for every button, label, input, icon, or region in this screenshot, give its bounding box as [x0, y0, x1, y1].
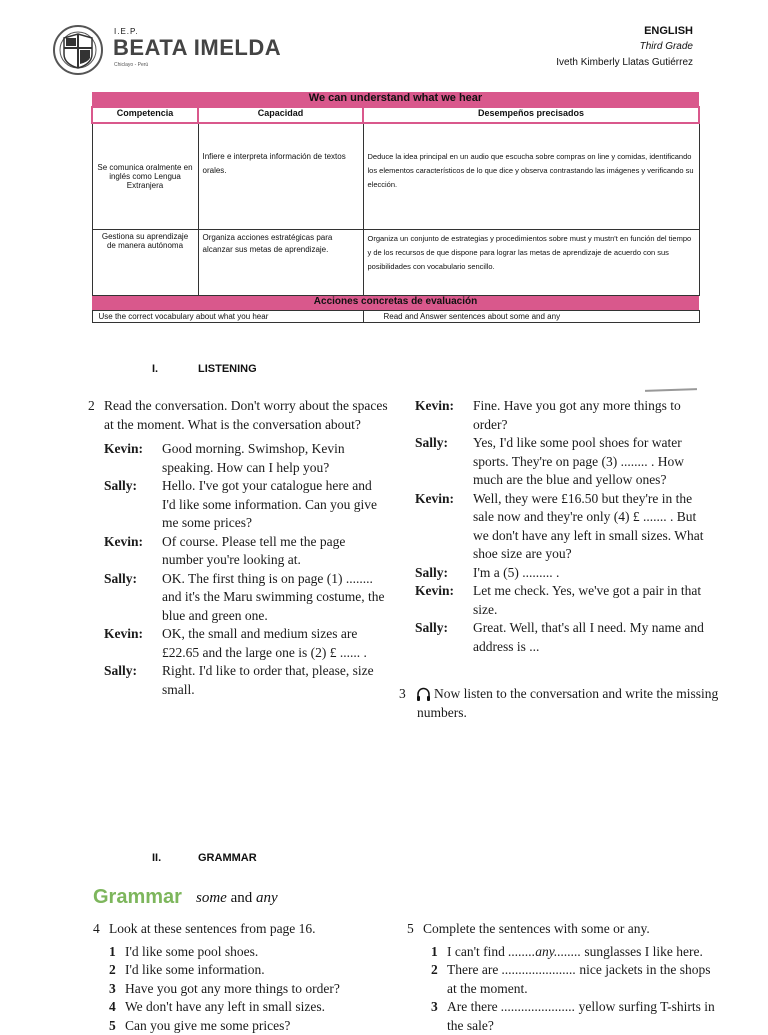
capacidad-cell: Organiza acciones estratégicas para alcanzar sus metas de aprendizaje. [198, 229, 363, 295]
exercise-number: 4 [93, 920, 100, 939]
answer-blank[interactable]: ...................... [502, 962, 576, 977]
action-item: Read and Answer sentences about some and any [363, 310, 699, 322]
section-title-grammar: GRAMMAR [198, 852, 257, 864]
teacher-name: Iveth Kimberly Llatas Gutiérrez [556, 57, 693, 68]
action-item: Use the correct vocabulary about what you hear [92, 310, 363, 322]
school-location: Chiclayo - Perú [114, 62, 148, 68]
exercise-instruction: Now listen to the conversation and write the missing numbers. [417, 686, 718, 720]
list-item: 4 We don't have any left in small sizes. [109, 998, 383, 1017]
dialogue-line: Kevin: Let me check. Yes, we've got a pair in that size. [415, 582, 715, 619]
scan-mark [645, 388, 697, 392]
section-numeral: I. [152, 363, 158, 375]
exercise-instruction: Complete the sentences with some or any. [423, 921, 650, 936]
subject-title: ENGLISH [644, 25, 693, 37]
exercise-number: 2 [88, 397, 95, 416]
dialogue-line: Kevin: Good morning. Swimshop, Kevin speaking. How can I help you? [104, 440, 388, 477]
grade-label: Third Grade [640, 41, 693, 52]
list-item: 3 Have you got any more things to order? [109, 980, 383, 999]
competencia-cell: Se comunica oralmente en inglés como Lengua Extranjera [92, 123, 198, 229]
exercise-4 [93, 920, 383, 1035]
answer-blank[interactable]: ........any........ [508, 944, 581, 959]
table-row [92, 229, 699, 295]
header-capacidad: Capacidad [198, 107, 363, 123]
dialogue-line: Sally: Great. Well, that's all I need. My name and address is ... [415, 619, 715, 656]
headphones-icon [416, 687, 431, 702]
exercise-3 [399, 685, 719, 722]
desempeno-cell: Deduce la idea principal en un audio que escucha sobre compras on line y comidas, identificando los elementos característicos de lo que dice y observa contrastando las imágenes y verificando su elección. [363, 123, 699, 229]
table-title: We can understand what we hear [92, 92, 699, 107]
actions-title: Acciones concretas de evaluación [92, 295, 699, 310]
competency-table [91, 92, 700, 323]
list-item: 1 I'd like some pool shoes. [109, 943, 383, 962]
competencia-cell: Gestiona su aprendizaje de manera autónoma [92, 229, 198, 295]
list-item: 5 Can you give me some prices? [109, 1017, 383, 1035]
exercise-instruction: Read the conversation. Don't worry about the spaces at the moment. What is the conversation about? [104, 398, 388, 432]
list-item: 2 I'd like some information. [109, 961, 383, 980]
list-item: 1 I can't find ........any........ sunglasses I like here. [431, 943, 717, 962]
dialogue-line: Kevin: OK, the small and medium sizes are £22.65 and the large one is (2) £ ...... . [104, 625, 388, 662]
school-prefix: I.E.P. [114, 27, 139, 36]
table-row [92, 123, 699, 229]
grammar-subtitle: some and any [196, 890, 278, 907]
dialogue-line: Kevin: Fine. Have you got any more things to order? [415, 397, 715, 434]
answer-blank[interactable]: ...................... [501, 999, 575, 1014]
dialogue-line: Sally: OK. The first thing is on page (1) ........ and it's the Maru swimming costume, the blue and green one. [104, 570, 388, 626]
capacidad-cell: Infiere e interpreta información de textos orales. [198, 123, 363, 229]
school-name: BEATA IMELDA [113, 35, 281, 61]
list-item: 2 There are ...................... nice jackets in the shops at the moment. [431, 961, 717, 998]
grammar-heading: Grammar [93, 886, 182, 909]
exercise-number: 3 [399, 685, 406, 704]
school-crest-logo [52, 24, 104, 76]
dialogue-line: Sally: Yes, I'd like some pool shoes for water sports. They're on page (3) ........ . How much are the blue and yellow ones? [415, 434, 715, 490]
exercise-2 [88, 397, 388, 699]
exercise-instruction: Look at these sentences from page 16. [109, 921, 316, 936]
dialogue-line: Kevin: Well, they were £16.50 but they're in the sale now and they're only (4) £ ....... . But we don't have any left in small sizes. What shoe size are you? [415, 490, 715, 564]
dialogue-line: Kevin: Of course. Please tell me the page number you're looking at. [104, 533, 388, 570]
dialogue-line: Sally: Right. I'd like to order that, please, size small. [104, 662, 388, 699]
header-competencia: Competencia [92, 107, 198, 123]
section-title-listening: LISTENING [198, 363, 257, 375]
exercise-number: 5 [407, 920, 414, 939]
header-desempenos: Desempeños precisados [363, 107, 699, 123]
dialogue-line: Sally: I'm a (5) ......... . [415, 564, 715, 583]
list-item: 3 Are there ...................... yellow surfing T-shirts in the sale? [431, 998, 717, 1035]
dialogue-continued [415, 397, 715, 656]
section-numeral: II. [152, 852, 161, 864]
desempeno-cell: Organiza un conjunto de estrategias y procedimientos sobre must y mustn't en función del tiempo y de los recursos de que dispone para lograr las metas de aprendizaje de acuerdo con sus posibilidades con vocabulario sencillo. [363, 229, 699, 295]
exercise-5 [407, 920, 717, 1035]
dialogue-line: Sally: Hello. I've got your catalogue here and I'd like some information. Can you give me some prices? [104, 477, 388, 533]
